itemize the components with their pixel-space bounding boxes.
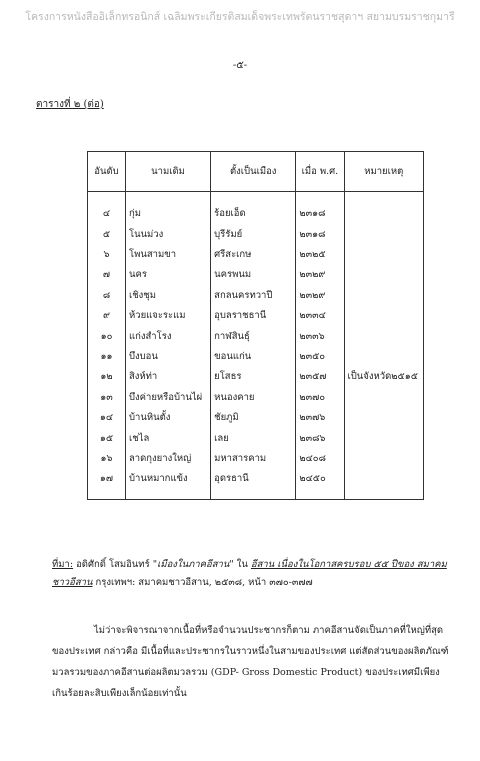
header-city: ตั้งเป็นเมือง [211,152,296,192]
cell-city: ชัยภูมิ [211,408,296,428]
header-no: อันดับ [88,152,126,192]
cell-year: ๒๓๕๗ [296,367,344,387]
cell-year: ๒๓๗๐ [296,387,344,407]
cell-year: ๒๓๒๕ [296,244,344,264]
cell-year: ๒๔๕๐ [296,469,344,500]
source-book: อีสาน เนื่องในโอกาสครบรอบ ๕๕ ปีของ สมาคมชาวอีสาน [52,559,447,588]
header-old-name: นามเดิม [125,152,210,192]
paragraph-line: ไม่ว่าจะพิจารณาจากเนื้อที่หรือจำนวนประชากรก็ตาม ภาคอีสานจัดเป็นภาคที่ใหญ่ที่สุด [94,625,444,636]
cell-city: ขอนแก่น [211,346,296,366]
cell-old-name: บึงบอน [125,346,210,366]
cell-old-name: โนนม่วง [125,224,210,244]
paragraph-line: เกินร้อยละสิบเพียงเล็กน้อยเท่านั้น [52,688,187,699]
cell-old-name: บึงค่ายหรือบ้านไผ่ [125,387,210,407]
cell-city: มหาสารคาม [211,448,296,468]
source-publication: กรุงเทพฯ: สมาคมชาวอีสาน, ๒๕๓๘, หน้า ๓๗๐-๓๗๗ [95,577,313,588]
cell-year: ๒๓๘๖ [296,428,344,448]
cell-year: ๒๓๓๖ [296,326,344,346]
cell-city: อุดรธานี [211,469,296,500]
cell-city: อุบลราชธานี [211,306,296,326]
cell-year: ๒๓๑๘ [296,192,344,225]
cell-note [344,306,423,326]
cell-note [344,408,423,428]
table-row [88,448,424,468]
cell-old-name: บ้านหมากแข้ง [125,469,210,500]
cell-note [344,326,423,346]
cell-no: ๑๖ [88,448,126,468]
paragraph-line: มวลรวมของภาคอีสานต่อผลิตมวลรวม (GDP- Gross Domestic Product) ของประเทศมีเพียง [52,667,440,678]
cell-no: ๖ [88,244,126,264]
table-caption: ตารางที่ ๒ (ต่อ) [36,99,104,110]
source-in: ใน [236,559,248,570]
cell-note [344,285,423,305]
cell-city: ร้อยเอ็ด [211,192,296,225]
cell-no: ๑๔ [88,408,126,428]
cell-no: ๑๐ [88,326,126,346]
source-citation [52,556,452,592]
cell-no: ๘ [88,285,126,305]
cell-note [344,346,423,366]
cell-year: ๒๔๐๘ [296,448,344,468]
cell-year: ๒๓๕๐ [296,346,344,366]
table-header-row [88,152,424,192]
table-row [88,428,424,448]
table-row [88,285,424,305]
table-row [88,346,424,366]
cell-city: บุรีรัมย์ [211,224,296,244]
cell-old-name: ลาดกุงยางใหญ่ [125,448,210,468]
table-row [88,469,424,500]
cell-year: ๒๓๗๖ [296,408,344,428]
cell-city: นครพนม [211,265,296,285]
cell-city: สกลนครทวาปี [211,285,296,305]
cell-old-name: นคร [125,265,210,285]
page-number: -๕- [232,60,248,71]
paragraph-line: ของประเทศ กล่าวคือ มีเนื้อที่และประชากรในราวหนึ่งในสามของประเทศ แต่สัดส่วนของผลิตภัณฑ์ [52,646,449,657]
cell-note [344,448,423,468]
watermark: โครงการหนังสืออิเล็กทรอนิกส์ เฉลิมพระเกียรติสมเด็จพระเทพรัตนราชสุดาฯ สยามบรมราชกุมารี [25,11,455,23]
cell-old-name: โพนสามขา [125,244,210,264]
cell-no: ๑๗ [88,469,126,500]
cell-year: ๒๓๑๘ [296,224,344,244]
cell-note [344,244,423,264]
table-row [88,244,424,264]
cell-year: ๒๓๒๙ [296,285,344,305]
cell-old-name: แก่งสำโรง [125,326,210,346]
table-row [88,224,424,244]
table-row [88,367,424,387]
cell-old-name: เชิงชุม [125,285,210,305]
cell-city: เลย [211,428,296,448]
cell-old-name: สิงห์ท่า [125,367,210,387]
cell-no: ๕ [88,224,126,244]
table-row [88,192,424,225]
cell-no: ๔ [88,192,126,225]
cell-note: เป็นจังหวัด๒๕๑๕ [344,367,423,387]
cell-note [344,224,423,244]
cell-note [344,265,423,285]
source-label: ที่มา: [52,559,74,570]
cell-year: ๒๓๒๙ [296,265,344,285]
body-paragraph [52,620,452,704]
cell-note [344,469,423,500]
cell-no: ๑๓ [88,387,126,407]
table-row [88,408,424,428]
cell-old-name: บ้านหินตั้ง [125,408,210,428]
source-title: "เมืองในภาคอีสาน" [152,559,234,570]
table-row [88,265,424,285]
cell-old-name: ห้วยแจะระแม [125,306,210,326]
cell-city: กาฬสินธุ์ [211,326,296,346]
cell-old-name: เชไล [125,428,210,448]
cell-city: ยโสธร [211,367,296,387]
cell-no: ๗ [88,265,126,285]
table-row [88,387,424,407]
cell-note [344,428,423,448]
source-author: อดิศักดิ์ โสมอินทร์ [76,559,150,570]
cell-old-name: กุ่ม [125,192,210,225]
cell-no: ๑๒ [88,367,126,387]
cell-no: ๑๑ [88,346,126,366]
province-table [87,151,424,500]
cell-note [344,387,423,407]
cell-note [344,192,423,225]
table-row [88,326,424,346]
table-row [88,306,424,326]
table-body [88,192,424,500]
cell-no: ๙ [88,306,126,326]
cell-city: ศรีสะเกษ [211,244,296,264]
header-note: หมายเหตุ [344,152,423,192]
cell-city: หนองคาย [211,387,296,407]
cell-year: ๒๓๓๔ [296,306,344,326]
header-year: เมื่อ พ.ศ. [296,152,344,192]
cell-no: ๑๕ [88,428,126,448]
